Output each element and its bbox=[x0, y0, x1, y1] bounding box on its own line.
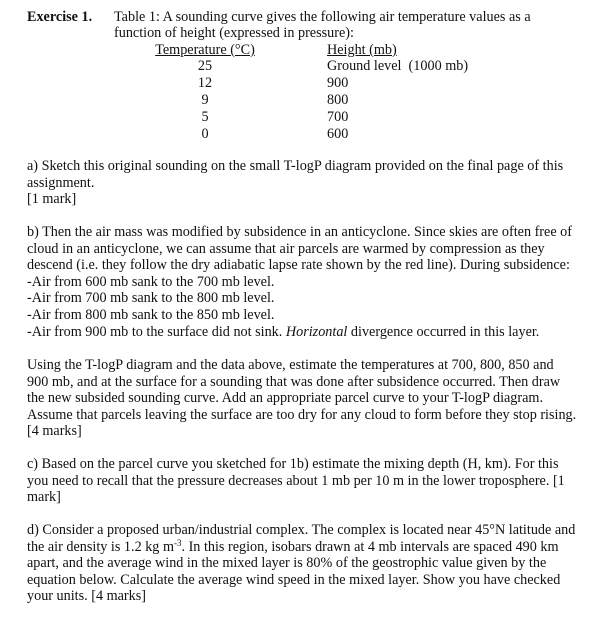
table-cell-height: Ground level (1000 mb) bbox=[327, 58, 469, 74]
part-d-line: d) Consider a proposed urban/industrial complex. The complex is located near 45°N latitude and bbox=[27, 522, 576, 538]
subsidence-step bbox=[27, 324, 593, 341]
part-d-text: the air density is 1.2 kg m bbox=[27, 538, 174, 555]
part-b-line: cloud in an anticyclone, we can assume that air parcels are warmed by compression as they bbox=[27, 240, 545, 257]
part-b-instruction-line: Assume that parcels leaving the surface are too dry for any cloud to form before they stop rising. bbox=[27, 406, 577, 423]
emphasis-horizontal: Horizontal bbox=[285, 323, 348, 340]
table-caption-line-1: Table 1: A sounding curve gives the following air temperature values as a bbox=[114, 9, 531, 25]
exercise-label: Exercise 1. bbox=[27, 9, 93, 25]
subsidence-step: -Air from 600 mb sank to the 700 mb level. bbox=[27, 273, 275, 290]
table-cell-temperature: 9 bbox=[201, 92, 209, 108]
table-cell-height: 600 bbox=[327, 126, 349, 142]
part-b-instruction-line: Using the T-logP diagram and the data above, estimate the temperatures at 700, 800, 850 and bbox=[27, 357, 554, 373]
part-b-instructions-paragraph bbox=[27, 357, 593, 440]
subsidence-step-text: -Air from 900 mb to the surface did not sink. bbox=[27, 323, 286, 340]
part-a-line: assignment. bbox=[27, 174, 95, 191]
part-b-paragraph bbox=[27, 224, 593, 340]
table-cell-temperature: 12 bbox=[197, 75, 213, 91]
part-d-line: equation below. Calculate the average wind speed in the mixed layer. Show you have checked bbox=[27, 571, 561, 588]
part-b-instruction-line: 900 mb, and at the surface for a sounding that was done after subsidence occurred. Then draw bbox=[27, 373, 561, 390]
part-d-paragraph bbox=[27, 522, 593, 605]
subsidence-step: -Air from 800 mb sank to the 850 mb level. bbox=[27, 306, 275, 323]
part-b-instruction-line: the new subsided sounding curve. Add an appropriate parcel curve to your T-logP diagram. bbox=[27, 390, 544, 407]
density-unit-exponent: -3 bbox=[173, 537, 182, 548]
table-cell-height: 800 bbox=[327, 92, 349, 108]
subsidence-step: -Air from 700 mb sank to the 800 mb level. bbox=[27, 290, 275, 307]
temperature-column-header: Temperature (°C) bbox=[155, 42, 255, 58]
part-a-marks: [1 mark] bbox=[27, 191, 77, 208]
part-b-marks: [4 marks] bbox=[27, 423, 82, 440]
part-d-line: apart, and the average wind in the mixed layer is 80% of the geostrophic value given by the bbox=[27, 555, 547, 572]
table-cell-temperature: 25 bbox=[197, 58, 213, 74]
table-cell-height: 900 bbox=[327, 75, 349, 91]
part-b-line: b) Then the air mass was modified by subsidence in an anticyclone. Since skies are often free of bbox=[27, 224, 572, 240]
part-c-line: mark] bbox=[27, 489, 61, 506]
part-d-line bbox=[27, 539, 593, 556]
part-c-line: you need to recall that the pressure decreases about 1 mb per 10 m in the lower troposphere. [1 bbox=[27, 472, 565, 489]
table-cell-temperature: 0 bbox=[201, 126, 209, 142]
part-c-paragraph bbox=[27, 456, 593, 506]
part-a-line: a) Sketch this original sounding on the small T-logP diagram provided on the final page of this bbox=[27, 158, 564, 174]
part-d-line: your units. [4 marks] bbox=[27, 588, 147, 605]
part-d-text: . In this region, isobars drawn at 4 mb intervals are spaced 490 km bbox=[181, 538, 559, 555]
subsidence-step-text: divergence occurred in this layer. bbox=[347, 323, 540, 340]
part-a-paragraph bbox=[27, 158, 593, 208]
table-cell-temperature: 5 bbox=[201, 109, 209, 125]
part-c-line: c) Based on the parcel curve you sketched for 1b) estimate the mixing depth (H, km). For this bbox=[27, 456, 559, 472]
table-cell-height: 700 bbox=[327, 109, 349, 125]
table-caption-line-2: function of height (expressed in pressure): bbox=[114, 25, 354, 41]
part-b-line: descend (i.e. they follow the dry adiabatic lapse rate shown by the red line). During subsidence: bbox=[27, 257, 570, 274]
height-column-header: Height (mb) bbox=[327, 42, 397, 58]
